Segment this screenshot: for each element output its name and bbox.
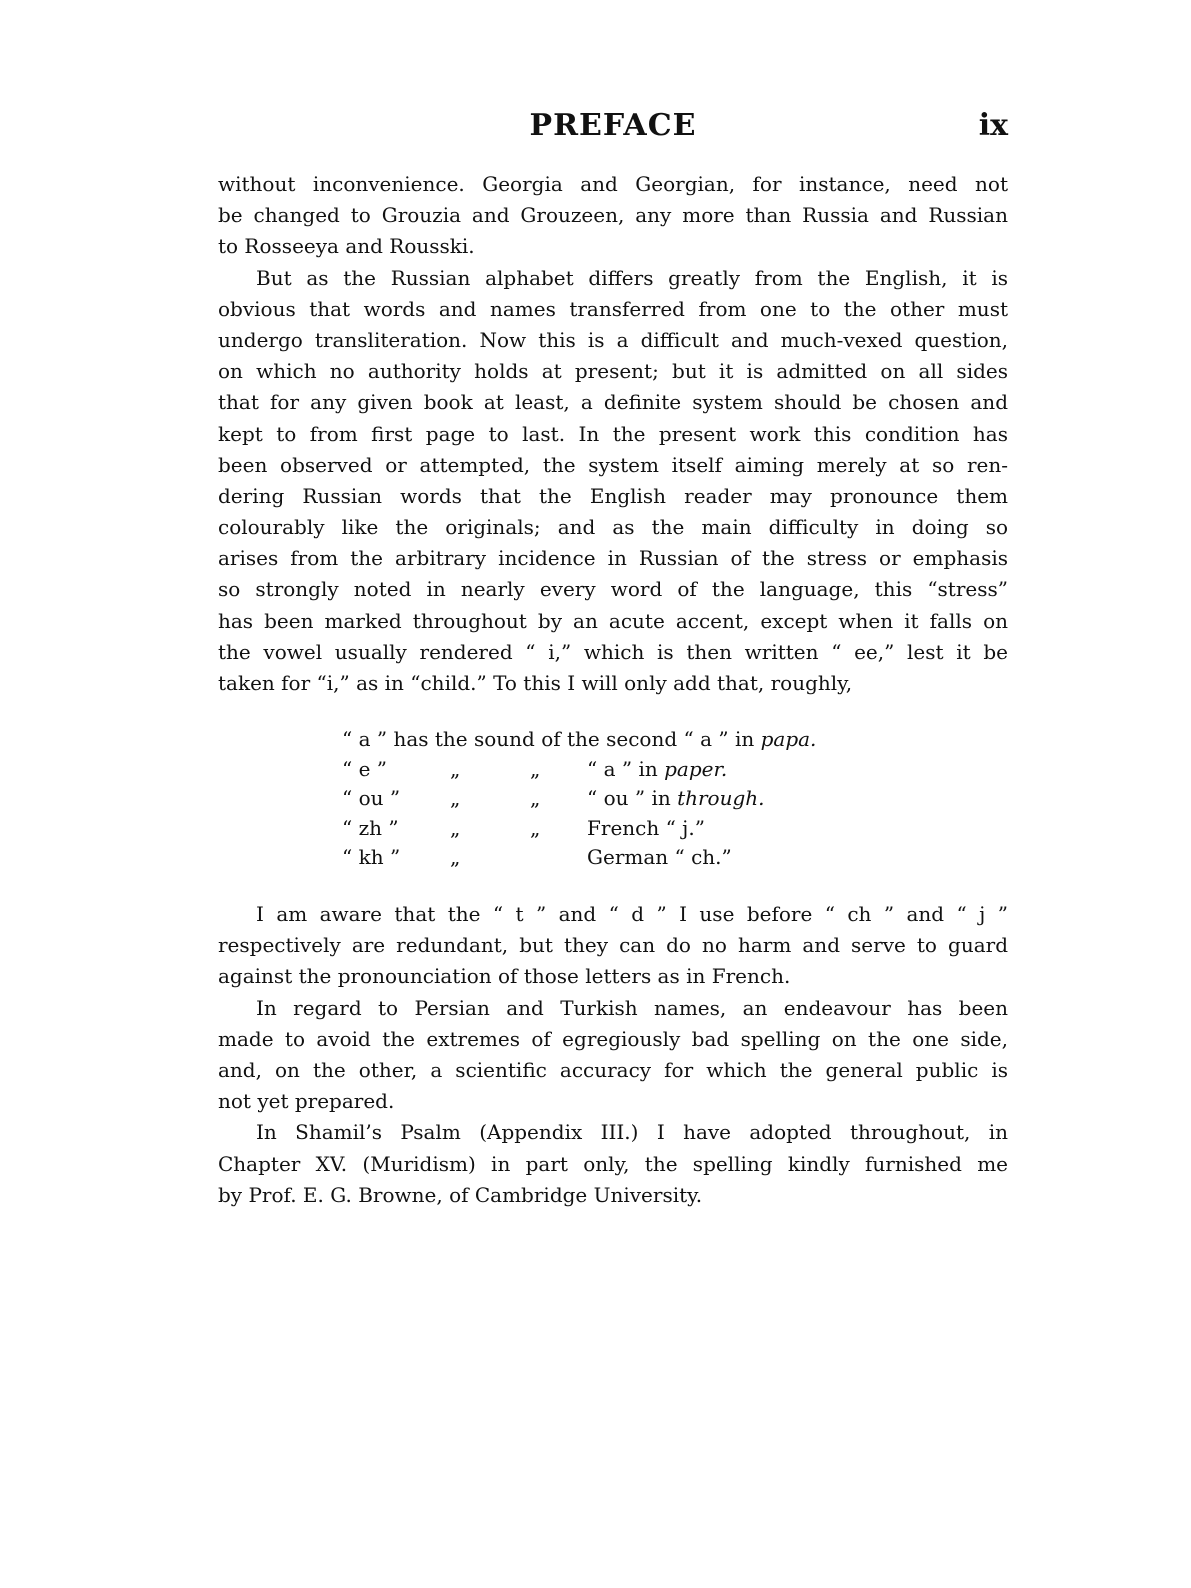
sound-text: German “ ch.”	[587, 845, 732, 869]
pronunciation-table	[342, 725, 942, 873]
page-number: ix	[978, 108, 1008, 143]
ditto-mark: „	[450, 756, 461, 781]
example-word: through.	[677, 786, 765, 810]
text-line: arises from the arbitrary incidence in Russian of the stress or emphasis	[218, 546, 1008, 571]
table-row	[342, 814, 942, 844]
table-row	[342, 725, 942, 755]
text-line: and, on the other, a scientific accuracy for which the general public is	[218, 1057, 1008, 1082]
text-line: colourably like the originals; and as the main difficulty in doing so	[218, 515, 1008, 540]
ditto-mark: „	[450, 845, 461, 869]
sound-text: “ ou ” in	[587, 786, 678, 810]
text-line: without inconvenience. Georgia and Georgian, for instance, need not	[218, 172, 1008, 196]
text-line: obvious that words and names transferred from one to the other must	[218, 296, 1008, 321]
text-line: I am aware that the “ t ” and “ d ” I use before “ ch ” and “ j ”	[256, 902, 1008, 926]
sound-text: French “ j.”	[587, 815, 705, 840]
text-line: on which no authority holds at present; but it is admitted on all sides	[218, 359, 1008, 384]
text-line: by Prof. E. G. Browne, of Cambridge University.	[218, 1182, 703, 1207]
table-row	[342, 784, 942, 814]
text-line: the vowel usually rendered “ i,” which is then written “ ee,” lest it be	[218, 639, 1008, 664]
row-text: “ a ” has the sound of the second “ a ” in	[342, 727, 761, 751]
letter-cell: “ zh ”	[342, 815, 399, 840]
running-title: PREFACE	[529, 108, 697, 143]
sound-text: “ a ” in	[587, 756, 665, 781]
text-line: been observed or attempted, the system itself aiming merely at so ren-	[218, 452, 1008, 477]
text-line: that for any given book at least, a definite system should be chosen and	[218, 390, 1008, 415]
text-line: kept to from first page to last. In the present work this condition has	[218, 421, 1008, 446]
text-line: so strongly noted in nearly every word of the language, this “stress”	[218, 577, 1008, 602]
body-text-top	[218, 169, 1008, 699]
letter-cell: “ ou ”	[342, 786, 401, 810]
text-line: to Rosseeya and Rousski.	[218, 234, 475, 259]
body-text-bottom	[218, 899, 1008, 1211]
letter-cell: “ e ”	[342, 756, 387, 781]
letter-cell: “ kh ”	[342, 845, 401, 869]
text-line: made to avoid the extremes of egregiously bad spelling on the one side,	[218, 1026, 1008, 1051]
sound-cell	[587, 784, 765, 814]
sound-cell	[587, 843, 732, 873]
text-line: not yet prepared.	[218, 1089, 395, 1114]
ditto-mark: „	[530, 756, 541, 781]
text-line: But as the Russian alphabet differs greatly from the English, it is	[256, 265, 1008, 290]
text-line: has been marked throughout by an acute accent, except when it falls on	[218, 608, 1008, 633]
ditto-mark: „	[450, 786, 461, 810]
text-line: Chapter XV. (Muridism) in part only, the spelling kindly furnished me	[218, 1151, 1008, 1176]
sound-cell	[587, 814, 705, 844]
example-word: papa.	[760, 727, 817, 751]
text-line: taken for “i,” as in “child.” To this I will only add that, roughly,	[218, 671, 853, 695]
table-row	[342, 843, 942, 873]
sound-cell	[587, 755, 727, 785]
ditto-mark: „	[450, 815, 461, 840]
page-header	[218, 108, 1008, 152]
text-line: dering Russian words that the English reader may pronounce them	[218, 483, 1008, 508]
text-line: undergo transliteration. Now this is a difficult and much-vexed question,	[218, 327, 1008, 352]
ditto-mark: „	[530, 786, 541, 810]
text-line: be changed to Grouzia and Grouzeen, any more than Russia and Russian	[218, 203, 1008, 228]
ditto-mark: „	[530, 815, 541, 840]
text-line: respectively are redundant, but they can do no harm and serve to guard	[218, 933, 1008, 958]
example-word: paper.	[664, 756, 728, 781]
table-first-row	[342, 725, 816, 755]
text-line: In Shamil’s Psalm (Appendix III.) I have adopted throughout, in	[256, 1120, 1008, 1145]
text-line: In regard to Persian and Turkish names, an endeavour has been	[256, 995, 1008, 1020]
text-line: against the pronounciation of those letters as in French.	[218, 964, 791, 989]
table-row	[342, 755, 942, 785]
